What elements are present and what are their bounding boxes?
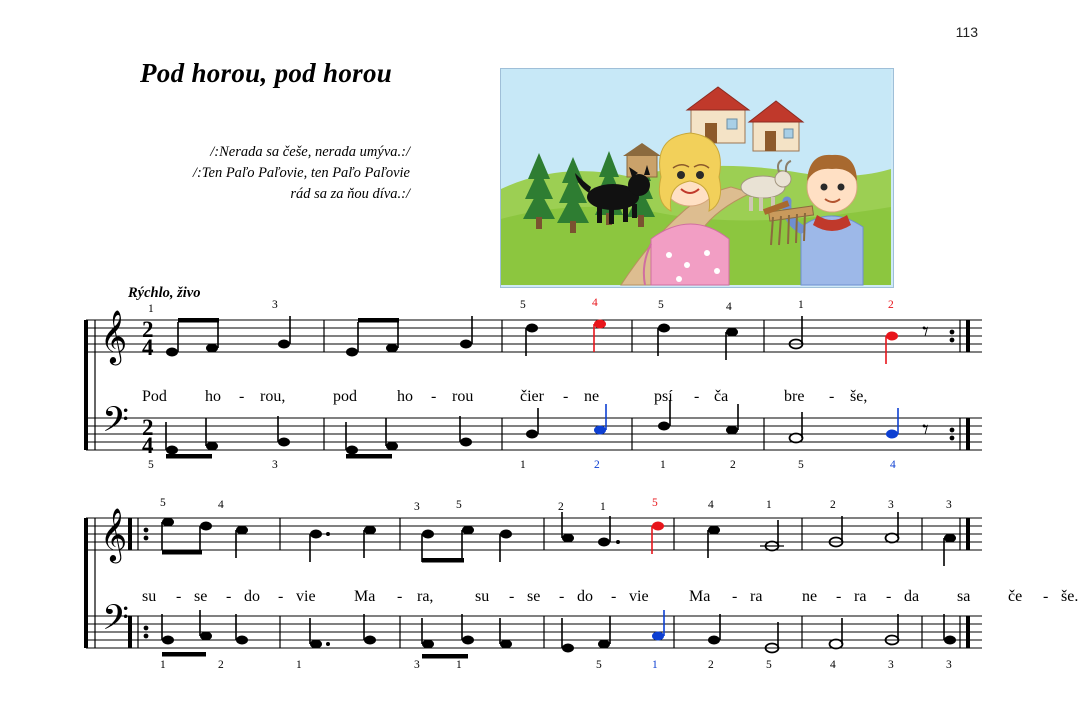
fingering-number: 1 bbox=[652, 659, 658, 671]
svg-text:𝄞: 𝄞 bbox=[100, 309, 128, 363]
svg-text:4: 4 bbox=[142, 433, 154, 458]
fingering-number: 2 bbox=[218, 659, 224, 671]
lyric-syllable: ne bbox=[802, 588, 818, 605]
fingering-number: 4 bbox=[726, 301, 732, 313]
fingering-number: 1 bbox=[520, 459, 526, 471]
fingering-number: 1 bbox=[660, 459, 666, 471]
tempo-marking: Rýchlo, živo bbox=[128, 285, 201, 301]
lyric-syllable: ho bbox=[397, 388, 413, 405]
fingering-number: 1 bbox=[766, 499, 772, 511]
lyric-syllable: psí bbox=[654, 388, 673, 405]
lyric-syllable: do bbox=[244, 588, 260, 605]
fingering-number: 4 bbox=[592, 297, 598, 309]
fingering-number: 3 bbox=[888, 659, 894, 671]
page-title: Pod horou, pod horou bbox=[140, 58, 393, 88]
fingering-number: 5 bbox=[658, 299, 664, 311]
svg-text:𝄢: 𝄢 bbox=[102, 597, 130, 646]
fingering-number: 2 bbox=[558, 501, 564, 513]
verse-line-2: /:Ten Paľo Paľovie, ten Paľo Paľovie bbox=[192, 165, 410, 182]
fingering-number: 3 bbox=[272, 299, 278, 311]
folk-scene-illustration bbox=[500, 68, 894, 288]
lyric-syllable: da bbox=[904, 588, 920, 605]
lyric-syllable: še. bbox=[1061, 588, 1078, 605]
fingering-number: 5 bbox=[456, 499, 462, 511]
music-system-2 bbox=[84, 498, 984, 673]
fingering-number: 2 bbox=[594, 459, 600, 471]
fingering-number: 5 bbox=[766, 659, 772, 671]
fingering-number: 2 bbox=[830, 499, 836, 511]
svg-text:𝄾: 𝄾 bbox=[922, 317, 929, 347]
fingering-number: 5 bbox=[652, 497, 658, 509]
lyric-hyphen: - bbox=[732, 588, 738, 605]
fingering-number: 3 bbox=[888, 499, 894, 511]
lyric-hyphen: - bbox=[559, 588, 565, 605]
lyric-syllable: se bbox=[527, 588, 541, 605]
lyric-hyphen: - bbox=[226, 588, 232, 605]
lyric-syllable: še, bbox=[850, 388, 868, 405]
lyric-hyphen: - bbox=[563, 388, 569, 405]
lyric-syllable: če bbox=[1008, 588, 1023, 605]
lyric-syllable: ra bbox=[750, 588, 763, 605]
lyric-syllable: ra bbox=[854, 588, 867, 605]
fingering-number: 3 bbox=[414, 659, 420, 671]
verse-line-1: /:Nerada sa češe, nerada umýva.:/ bbox=[210, 144, 410, 160]
fingering-number: 2 bbox=[730, 459, 736, 471]
verse-line-3: rád sa za ňou díva.:/ bbox=[290, 186, 410, 203]
lyric-syllable: sa bbox=[957, 588, 971, 605]
fingering-number: 1 bbox=[798, 299, 804, 311]
lyric-syllable: Pod bbox=[142, 388, 167, 405]
fingering-number: 1 bbox=[296, 659, 302, 671]
lyric-syllable: vie bbox=[629, 588, 649, 605]
lyric-hyphen: - bbox=[431, 388, 437, 405]
lyric-syllable: rou bbox=[452, 388, 474, 405]
fingering-number: 5 bbox=[148, 459, 154, 471]
svg-text:2: 2 bbox=[142, 317, 154, 342]
fingering-number: 1 bbox=[600, 501, 606, 513]
lyric-syllable: Ma bbox=[354, 588, 376, 605]
lyric-syllable: ra, bbox=[417, 588, 434, 605]
lyrics-line-2 bbox=[84, 588, 1078, 610]
lyric-syllable: ča bbox=[714, 388, 729, 405]
lyric-hyphen: - bbox=[176, 588, 182, 605]
lyric-hyphen: - bbox=[829, 388, 835, 405]
fingering-number: 4 bbox=[708, 499, 714, 511]
lyric-syllable: su bbox=[142, 588, 157, 605]
fingering-number: 4 bbox=[218, 499, 224, 511]
lyric-syllable: Ma bbox=[689, 588, 711, 605]
fingering-number: 5 bbox=[596, 659, 602, 671]
svg-text:4: 4 bbox=[142, 335, 154, 360]
fingering-number: 1 bbox=[148, 303, 154, 315]
verse-text bbox=[120, 142, 410, 205]
svg-text:2: 2 bbox=[142, 415, 154, 440]
fingering-number: 2 bbox=[888, 299, 894, 311]
fingering-number: 5 bbox=[520, 299, 526, 311]
lyric-hyphen: - bbox=[397, 588, 403, 605]
lyric-hyphen: - bbox=[509, 588, 515, 605]
lyric-hyphen: - bbox=[836, 588, 842, 605]
lyric-syllable: pod bbox=[333, 388, 357, 405]
lyrics-line-1 bbox=[84, 388, 984, 410]
lyric-hyphen: - bbox=[278, 588, 284, 605]
fingering-number: 4 bbox=[830, 659, 836, 671]
fingering-number: 1 bbox=[160, 659, 166, 671]
fingering-number: 3 bbox=[414, 501, 420, 513]
lyric-hyphen: - bbox=[694, 388, 700, 405]
svg-text:𝄞: 𝄞 bbox=[100, 507, 128, 561]
fingering-number: 3 bbox=[946, 499, 952, 511]
lyric-syllable: do bbox=[577, 588, 593, 605]
lyric-hyphen: - bbox=[886, 588, 892, 605]
fingering-number: 3 bbox=[946, 659, 952, 671]
svg-text:𝄾: 𝄾 bbox=[922, 415, 929, 445]
lyric-syllable: ne bbox=[584, 388, 600, 405]
lyric-hyphen: - bbox=[1043, 588, 1049, 605]
fingering-number: 3 bbox=[272, 459, 278, 471]
lyric-syllable: rou, bbox=[260, 388, 286, 405]
lyric-syllable: ho bbox=[205, 388, 221, 405]
lyric-syllable: čier bbox=[520, 388, 544, 405]
lyric-syllable: se bbox=[194, 588, 208, 605]
lyric-syllable: vie bbox=[296, 588, 316, 605]
fingering-number: 1 bbox=[456, 659, 462, 671]
lyric-syllable: bre bbox=[784, 388, 805, 405]
fingering-number: 5 bbox=[798, 459, 804, 471]
svg-text:𝄢: 𝄢 bbox=[102, 399, 130, 448]
fingering-number: 4 bbox=[890, 459, 896, 471]
page-number: 113 bbox=[955, 24, 978, 40]
lyric-hyphen: - bbox=[611, 588, 617, 605]
lyric-syllable: su bbox=[475, 588, 490, 605]
fingering-number: 5 bbox=[160, 497, 166, 509]
fingering-number: 2 bbox=[708, 659, 714, 671]
lyric-hyphen: - bbox=[239, 388, 245, 405]
